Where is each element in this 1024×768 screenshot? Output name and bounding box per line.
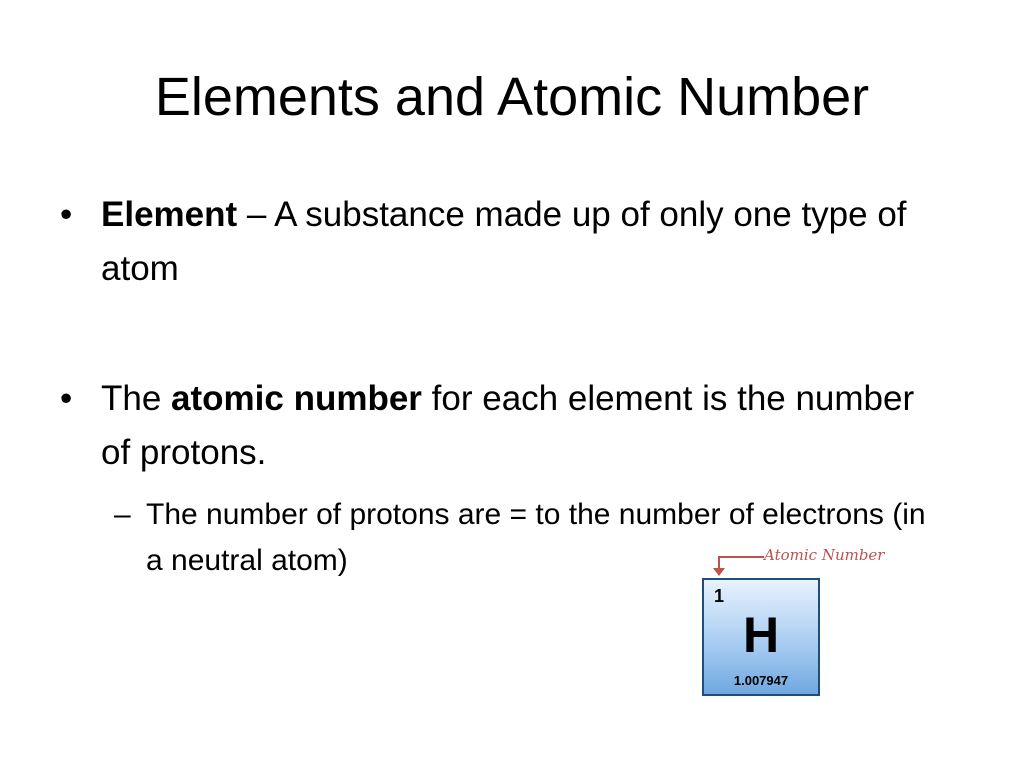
bullet-text [101, 372, 940, 480]
slide-title: Elements and Atomic Number [154, 67, 870, 127]
tile-atomic-mass: 1.007947 [733, 673, 789, 688]
bullet-text [101, 188, 940, 296]
element-tile-graphic [698, 542, 908, 702]
bullet-marker: • [60, 379, 73, 418]
bold-term-element: Element [101, 195, 238, 234]
callout-line [718, 556, 764, 558]
sub-bullet-marker: – [114, 498, 131, 531]
hydrogen-tile [702, 578, 820, 696]
bullet-prefix: The [101, 379, 172, 418]
arrow-down-icon [713, 568, 725, 576]
tile-atomic-number: 1 [714, 586, 725, 606]
bold-term-atomic-number: atomic number [171, 379, 422, 418]
bullet-rest: – A substance made up of only one type of atom [101, 195, 907, 288]
sub-bullet-text: The number of protons are = to the number of electrons (in a neutral atom) [146, 498, 926, 577]
bullet-marker: • [60, 195, 73, 234]
bullet-atomic-number-definition [60, 372, 940, 480]
tile-element-symbol: H [742, 607, 780, 663]
bullet-rest: for each element is the number of protons. [101, 379, 915, 472]
bullet-element-definition [60, 188, 940, 296]
atomic-number-callout-label: Atomic Number [764, 546, 885, 564]
